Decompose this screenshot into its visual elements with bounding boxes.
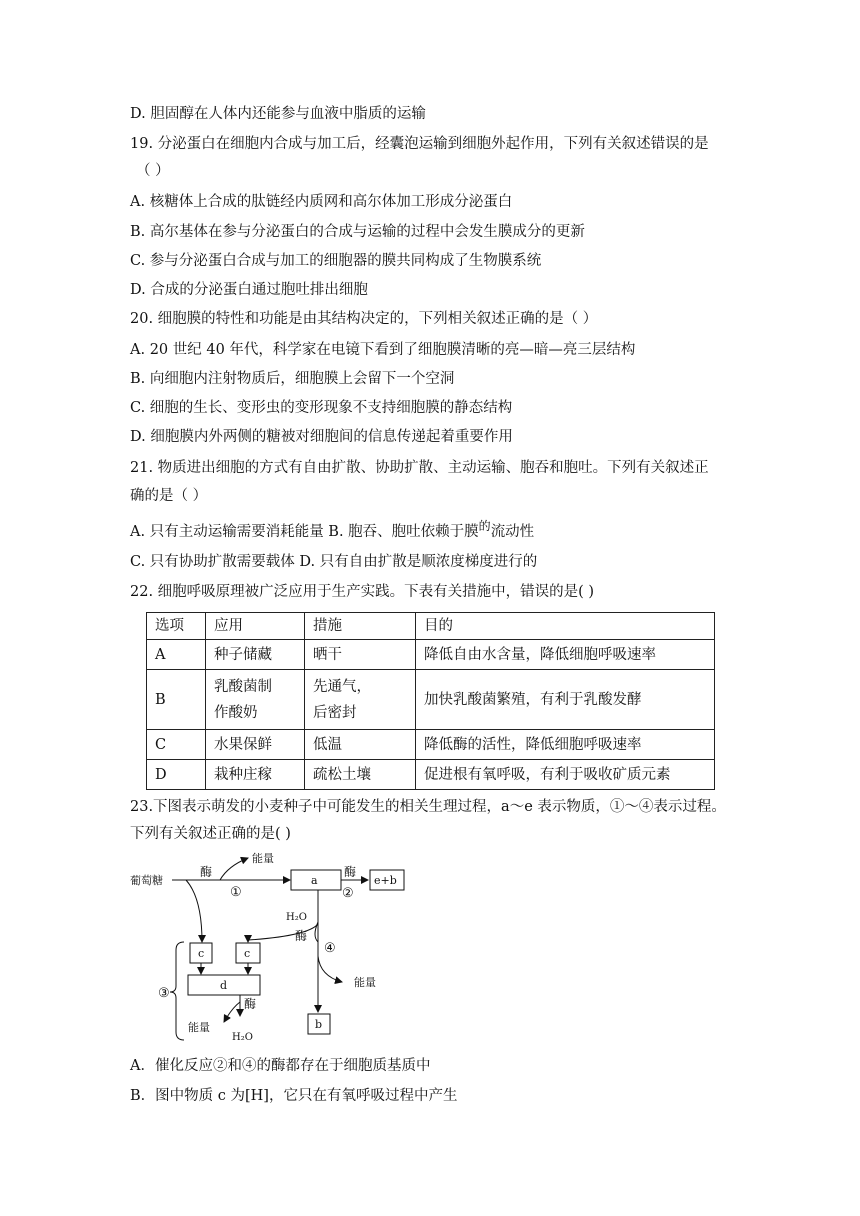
q22-stem: 22. 细胞呼吸原理被广泛应用于生产实践。下表有关措施中，错误的是( ) [130,584,595,600]
table-header-row [147,613,715,640]
q23-stem: 23.下图表示萌发的小麦种子中可能发生的相关生理过程，a～e 表示物质，①～④表示过程。 [130,799,726,815]
step-4-label: ④ [324,941,336,956]
table-header-cell: 目的 [416,613,715,640]
energy-arrow-1 [220,858,248,880]
q21-options-ab [130,519,535,542]
q20-option-d: D. 细胞膜内外两侧的糖被对细胞间的信息传递起着重要作用 [130,429,513,445]
table-header-cell: 措施 [305,613,416,640]
table-cell [206,670,305,730]
glucose-label: 葡萄糖 [130,874,163,887]
table-cell: 加快乳酸菌繁殖，有利于乳酸发酵 [416,670,715,730]
table-cell: B [147,670,206,730]
q18-option-d: D. 胆固醇在人体内还能参与血液中脂质的运输 [130,106,426,122]
table-cell [305,670,416,730]
q21-superscript: 的 [478,519,491,533]
box-eb-label: e+b [374,874,397,887]
table-cell: 促进根有氧呼吸，有利于吸收矿质元素 [416,760,715,790]
q21-options-cd: C. 只有协助扩散需要载体 D. 只有自由扩散是顺浓度梯度进行的 [130,554,538,570]
q23-option-b: B．图中物质 c 为[H]，它只在有氧呼吸过程中产生 [130,1088,458,1104]
box-a-label: a [311,874,318,887]
q19-option-b: B. 高尔基体在参与分泌蛋白的合成与运输的过程中会发生膜成分的更新 [130,224,585,240]
enzyme-label-2: 酶 [344,865,357,879]
q20-option-c: C. 细胞的生长、变形虫的变形现象不支持细胞膜的静态结构 [130,400,513,416]
step-3-label: ③ [158,986,170,1001]
q19-option-d: D. 合成的分泌蛋白通过胞吐排出细胞 [130,282,368,298]
q20-option-b: B. 向细胞内注射物质后，细胞膜上会留下一个空洞 [130,371,455,387]
q20-option-a: A. 20 世纪 40 年代，科学家在电镜下看到了细胞膜清晰的亮—暗—亮三层结构 [130,342,636,358]
table-cell: 降低酶的活性，降低细胞呼吸速率 [416,730,715,760]
q19-paren: （ ） [136,163,170,179]
enzyme-label-4: 酶 [295,929,308,943]
table-cell-line: 后密封 [313,704,357,721]
table-row [147,730,715,760]
table-cell: 低温 [305,730,416,760]
q19-option-a: A. 核糖体上合成的肽链经内质网和高尔体加工形成分泌蛋白 [130,194,513,210]
energy-label-1: 能量 [252,852,274,865]
table-row [147,760,715,790]
water-label-1: H₂O [286,912,307,923]
box-b-label: b [315,1018,323,1031]
enzyme-label-3: 酶 [244,997,257,1011]
energy-label-3: 能量 [188,1021,210,1034]
step-2-label: ② [342,886,354,901]
table-row [147,640,715,670]
table-header-cell: 应用 [206,613,305,640]
q23-option-a: A．催化反应②和④的酶都存在于细胞质基质中 [130,1058,431,1074]
q22-table [146,612,715,790]
box-d-label: d [220,979,228,992]
table-cell: D [147,760,206,790]
table-cell: 水果保鲜 [206,730,305,760]
q21-options-ab-tail: 流动性 [490,524,535,540]
table-cell: 种子储藏 [206,640,305,670]
table-cell: C [147,730,206,760]
water-label-3: H₂O [232,1032,253,1043]
table-cell: A [147,640,206,670]
arrow-glucose-to-c [186,880,202,942]
respiration-diagram [128,846,418,1046]
arrow-a-to-c [248,924,318,942]
table-cell-line: 先通气， [313,678,371,695]
step-1-label: ① [230,885,242,900]
energy-arrow-3 [224,1002,240,1022]
table-cell-line: 作酸奶 [214,704,258,721]
energy-label-4: 能量 [354,976,376,989]
table-cell: 降低自由水含量，降低细胞呼吸速率 [416,640,715,670]
q23-stem-cont: 下列有关叙述正确的是( ) [130,826,291,842]
q21-stem-cont: 确的是（ ） [130,488,208,504]
table-cell-line: 乳酸菌制 [214,678,272,695]
table-cell: 晒干 [305,640,416,670]
q20-stem: 20. 细胞膜的特性和功能是由其结构决定的，下列相关叙述正确的是（ ） [130,311,598,327]
energy-arrow-4 [318,956,342,982]
table-row [147,670,715,730]
table-header-cell: 选项 [147,613,206,640]
enzyme-label-1: 酶 [200,865,213,879]
q21-options-ab-text: A. 只有主动运输需要消耗能量 B. 胞吞、胞吐依赖于膜 [130,524,479,540]
step-3-brace [170,942,184,1040]
box-c-right-label: c [244,947,251,960]
table-cell: 疏松土壤 [305,760,416,790]
box-c-left-label: c [198,947,205,960]
q19-option-c: C. 参与分泌蛋白合成与加工的细胞器的膜共同构成了生物膜系统 [130,253,542,269]
table-cell: 栽种庄稼 [206,760,305,790]
q19-stem: 19. 分泌蛋白在细胞内合成与加工后，经囊泡运输到细胞外起作用，下列有关叙述错误的是 [130,136,709,152]
q21-stem: 21. 物质进出细胞的方式有自由扩散、协助扩散、主动运输、胞吞和胞吐。下列有关叙述正 [130,460,709,476]
